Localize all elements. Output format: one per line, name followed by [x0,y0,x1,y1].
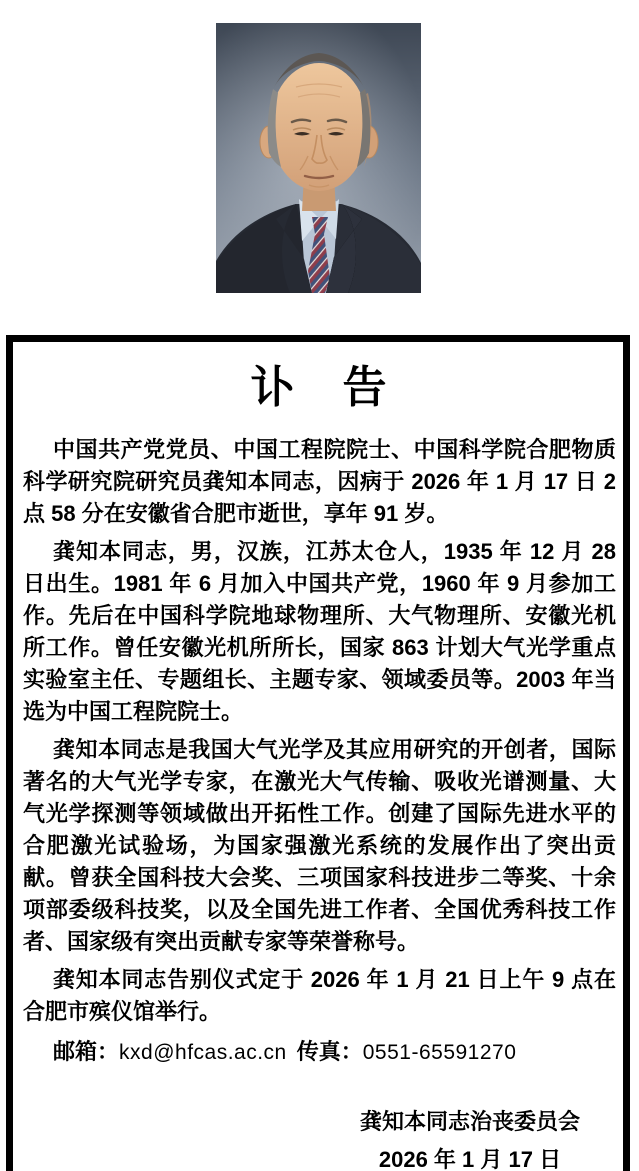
paragraph-achievements: 龚知本同志是我国大气光学及其应用研究的开创者，国际著名的大气光学专家，在激光大气传输、吸收光谱测量、大气光学探测等领域做出开拓性工作。创建了国际先进水平的合肥激光试验场，为国家强激光系统的发展作出了突出贡献。曾获全国科技大会奖、三项国家科技进步二等奖、十余项部委级科技奖，以及全国先进工作者、全国优秀科技工作者、国家级有突出贡献专家等荣誉称号。 [23,737,616,954]
email-label: 邮箱： [53,1039,120,1064]
portrait-illustration [216,23,421,293]
paragraph-death-announcement: 中国共产党党员、中国工程院院士、中国科学院合肥物质科学研究院研究员龚知本同志，因病于 2026 年 1 月 17 日 2 点 58 分在安徽省合肥市逝世，享年 91 岁。 [23,437,616,526]
contact-line [53,1036,616,1069]
fax-value: 0551-65591270 [362,1041,517,1064]
obituary-notice-box [6,335,630,1171]
email-value: kxd@hfcas.ac.cn [119,1041,287,1064]
paragraph-biography: 龚知本同志，男，汉族，江苏太仓人，1935 年 12 月 28 日出生。1981 年 6 月加入中国共产党，1960 年 9 月参加工作。先后在中国科学院地球物理所、大气物理所、安徽光机所工作。曾任安徽光机所所长，国家 863 计划大气光学重点实验室主任、专题组长、主题专家、领域委员等。2003 年当选为中国工程院院士。 [23,539,616,724]
paragraph-farewell-ceremony: 龚知本同志告别仪式定于 2026 年 1 月 21 日上午 9 点在合肥市殡仪馆举行。 [23,967,616,1024]
committee-signature: 龚知本同志治丧委员会 [359,1109,580,1134]
portrait-photo [216,23,421,293]
fax-label: 传真： [296,1039,363,1064]
signature-block [360,1103,580,1171]
notice-title: 讣 告 [250,362,389,413]
notice-date: 2026 年 1 月 17 日 [378,1147,562,1171]
